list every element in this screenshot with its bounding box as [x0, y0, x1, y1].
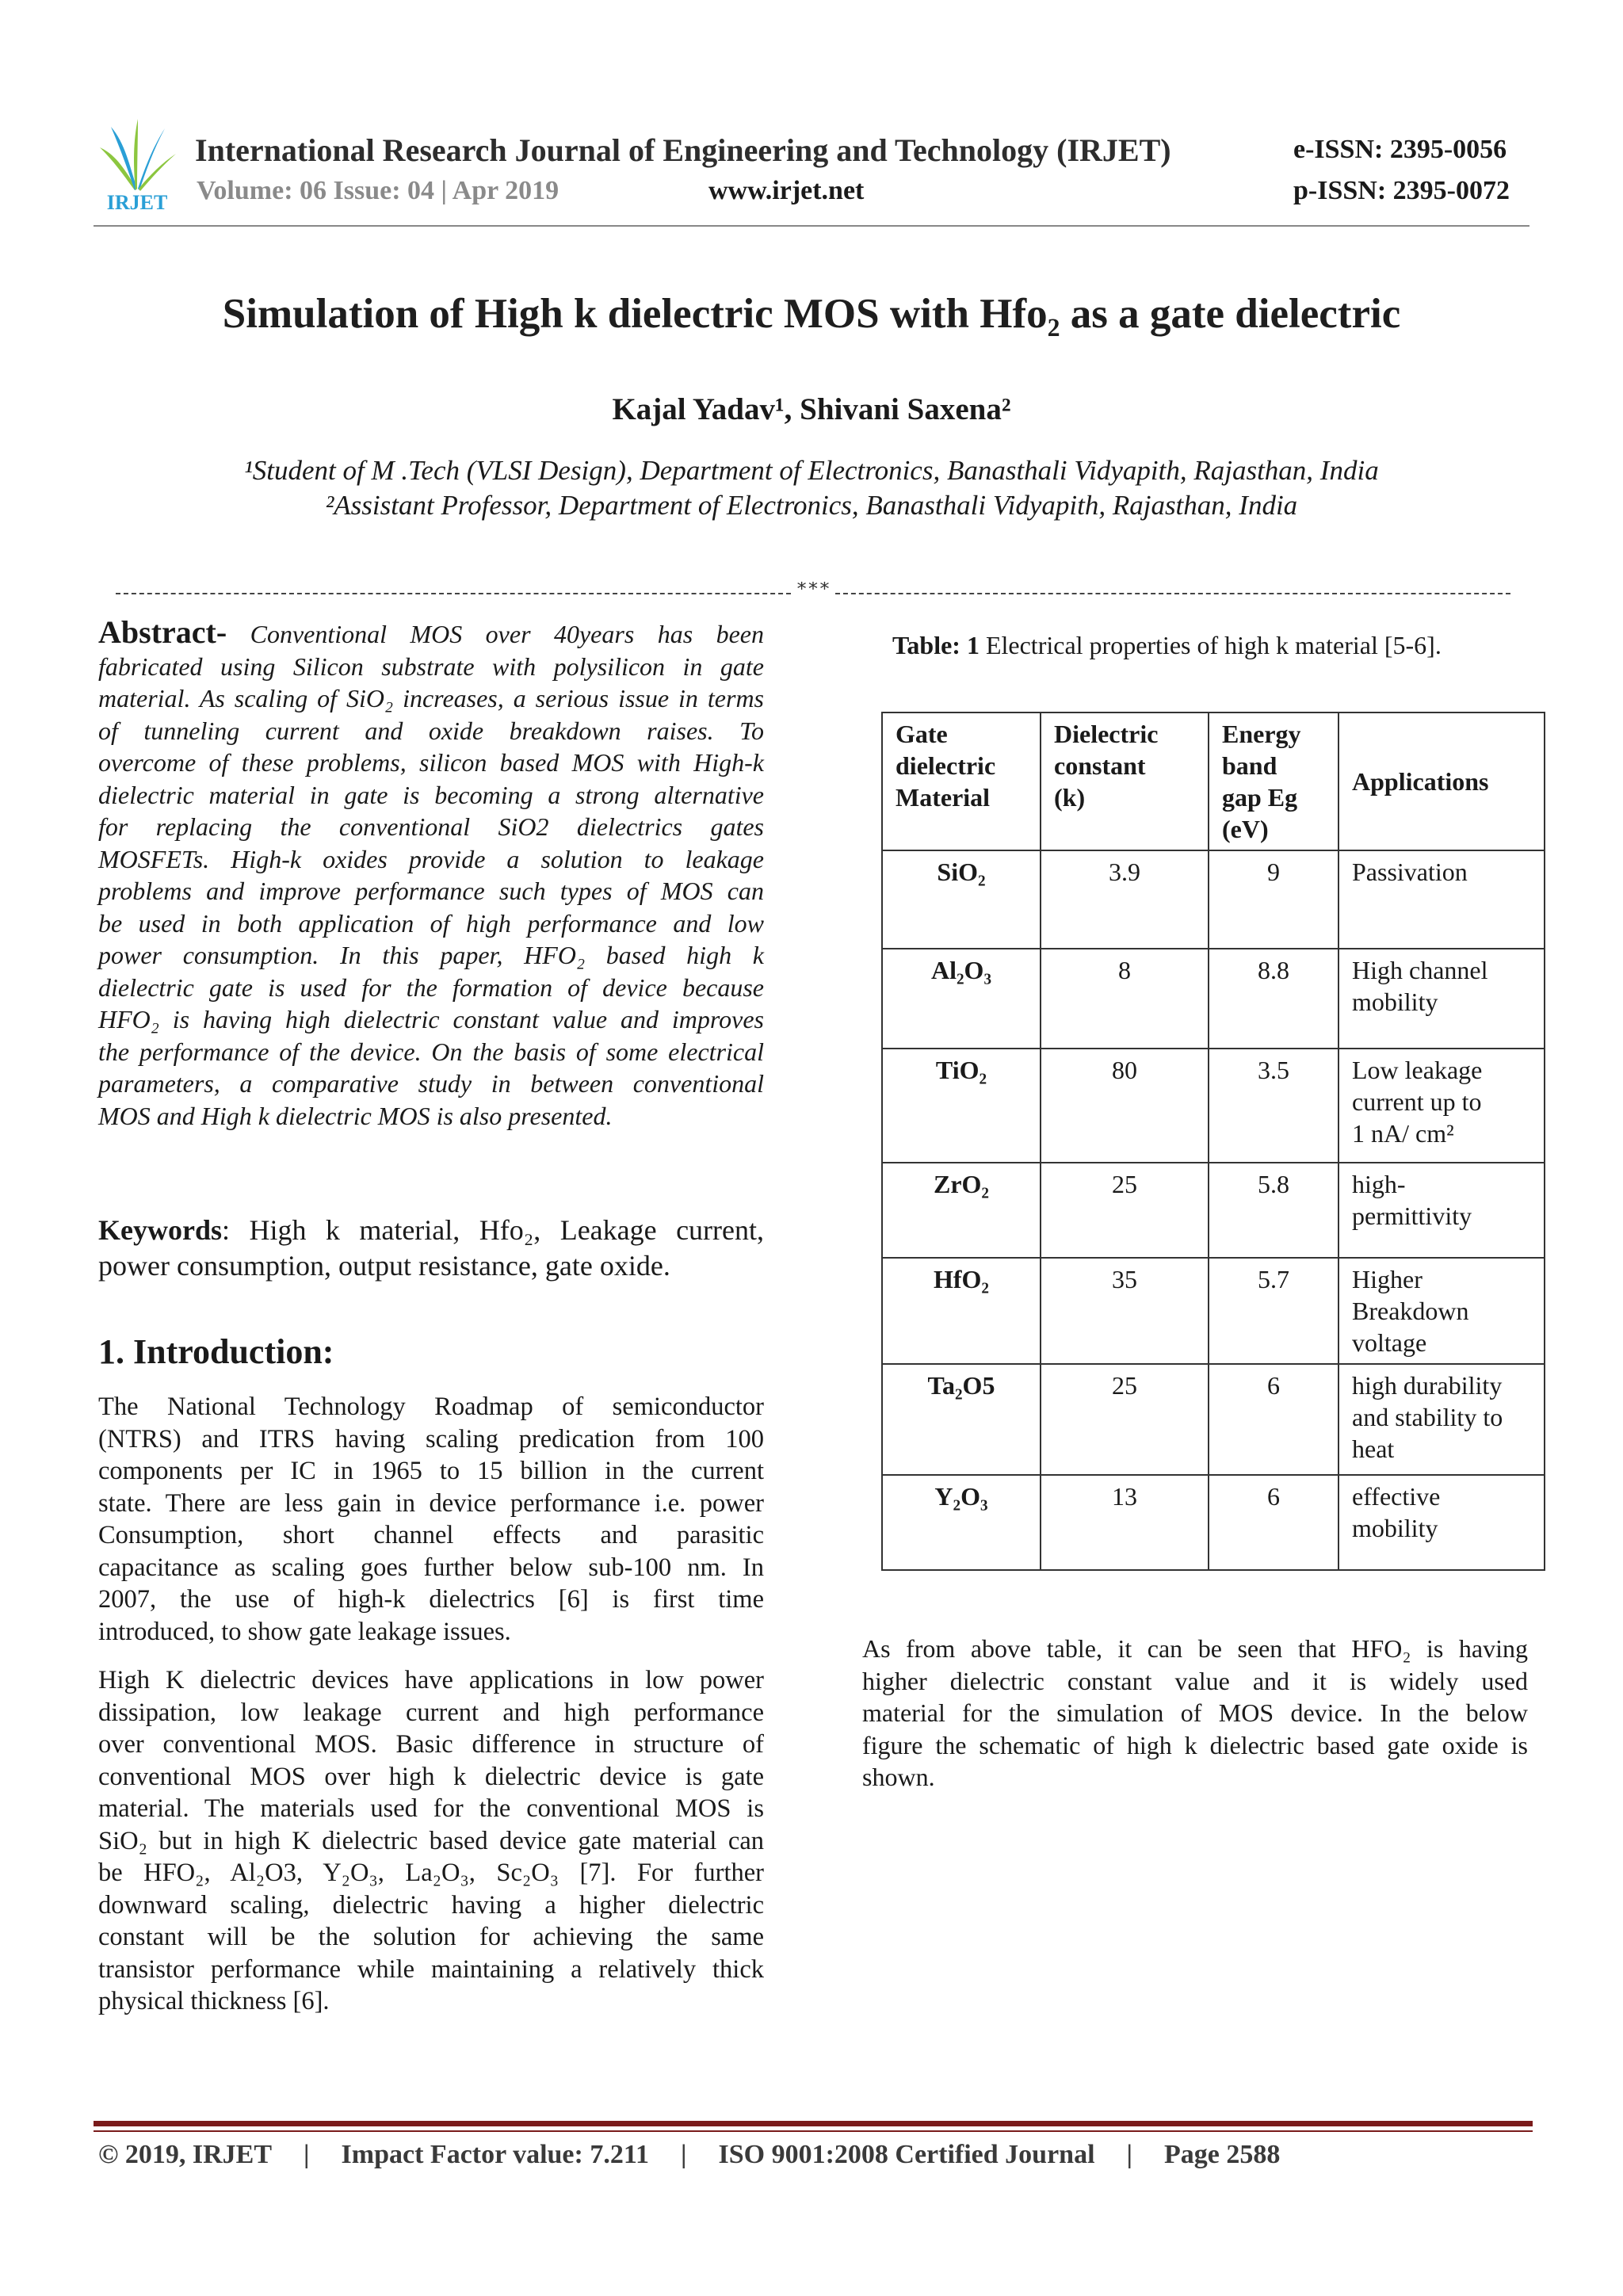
- table-header-cell: Dielectric constant (k): [1041, 712, 1209, 850]
- abstract-line: dielectric material in gate is becoming a strong alternative: [98, 780, 764, 809]
- intro-line: components per IC in 1965 to 15 billion in the current: [98, 1457, 764, 1485]
- intro-line: capacitance as scaling goes further below sub-100 nm. In: [98, 1553, 764, 1582]
- table-cell-application: high- permittivity: [1338, 1163, 1545, 1258]
- abstract-label: Abstract-: [98, 614, 227, 650]
- intro-line: be HFO₂, Al₂O3, Y₂O₃, La₂O₃, Sc₂O₃ [7]. For further: [98, 1859, 764, 1887]
- table-cell-dielectric-constant: 13: [1041, 1475, 1209, 1570]
- properties-table: [881, 712, 1545, 1571]
- journal-website[interactable]: www.irjet.net: [708, 176, 865, 205]
- eissn: e-ISSN: 2395-0056: [1293, 135, 1507, 164]
- table-row: [882, 1475, 1545, 1570]
- volume-issue: Volume: 06 Issue: 04 | Apr 2019: [197, 176, 559, 205]
- table-cell-application: high durability and stability to heat: [1338, 1364, 1545, 1475]
- table-cell-application: High channel mobility: [1338, 949, 1545, 1049]
- abstract-line: be used in both application of high performance and low: [98, 908, 764, 938]
- table-cell-material: TiO₂: [882, 1049, 1041, 1163]
- abstract-line: for replacing the conventional SiO2 dielectrics gates: [98, 812, 764, 841]
- footer-impact-factor: Impact Factor value: 7.211: [341, 2140, 649, 2169]
- footer: © 2019, IRJET | Impact Factor value: 7.211 | ISO 9001:2008 Certified Journal | Page 2588: [98, 2140, 1281, 2169]
- abstract-line: problems and improve performance such types of MOS can: [98, 877, 764, 905]
- footer-rule: [94, 2121, 1533, 2126]
- table-row: [882, 850, 1545, 949]
- table-cell-band-gap: 9: [1209, 850, 1338, 949]
- discussion-line: higher dielectric constant value and it is widely used: [862, 1666, 1528, 1695]
- abstract-line: HFO₂ is having high dielectric constant value and improves: [98, 1005, 764, 1033]
- table-cell-material: Ta₂O5: [882, 1364, 1041, 1475]
- table-cell-material: Y₂O₃: [882, 1475, 1041, 1570]
- affiliation-2: ²Assistant Professor, Department of Electronics, Banasthali Vidyapith, Rajasthan, India: [325, 490, 1298, 521]
- footer-rule-thin: [94, 2130, 1533, 2132]
- abstract: [98, 614, 765, 1132]
- table-cell-dielectric-constant: 35: [1041, 1258, 1209, 1364]
- section-separator: ***: [116, 582, 1510, 606]
- table-cell-material: HfO₂: [882, 1258, 1041, 1364]
- leaf-icon: [100, 119, 176, 191]
- intro-line: introduced, to show gate leakage issues.: [98, 1617, 511, 1646]
- intro-line: The National Technology Roadmap of semiconductor: [98, 1392, 764, 1421]
- intro-line: over conventional MOS. Basic difference in structure of: [98, 1730, 764, 1759]
- table-cell-band-gap: 3.5: [1209, 1049, 1338, 1163]
- intro-line: (NTRS) and ITRS having scaling predication from 100: [98, 1424, 764, 1454]
- abstract-line: fabricated using Silicon substrate with polysilicon in gate: [98, 651, 764, 681]
- abstract-line: of tunneling current and oxide breakdown raises. To: [98, 716, 764, 745]
- abstract-line: parameters, a comparative study in between conventional: [98, 1069, 764, 1098]
- table-cell-application: Passivation: [1338, 850, 1545, 949]
- affiliation-1: ¹Student of M .Tech (VLSI Design), Department of Electronics, Banasthali Vidyapith, Rajasthan, India: [244, 455, 1379, 486]
- table-caption: Table: 1 Electrical properties of high k material [5-6].: [892, 631, 1442, 659]
- intro-line: Consumption, short channel effects and parasitic: [98, 1521, 764, 1549]
- footer-copyright: © 2019, IRJET: [98, 2140, 273, 2169]
- table-cell-material: SiO₂: [882, 850, 1041, 949]
- abstract-line: power consumption. In this paper, HFO₂ based high k: [98, 941, 764, 969]
- intro-line: constant will be the solution for achieving the same: [98, 1923, 764, 1951]
- abstract-line: dielectric gate is used for the formation of device because: [98, 972, 764, 1002]
- footer-iso: ISO 9001:2008 Certified Journal: [718, 2140, 1095, 2169]
- abstract-line: overcome of these problems, silicon based MOS with High-k: [98, 748, 764, 777]
- footer-page-number: Page 2588: [1164, 2140, 1281, 2169]
- intro-line: state. There are less gain in device performance i.e. power: [98, 1488, 764, 1518]
- intro-line: transistor performance while maintaining a relatively thick: [98, 1954, 764, 1984]
- abstract-body: [98, 651, 764, 1133]
- table-cell-band-gap: 8.8: [1209, 949, 1338, 1049]
- intro-line: conventional MOS over high k dielectric device is gate: [98, 1762, 764, 1791]
- discussion-line: shown.: [862, 1763, 935, 1791]
- table-cell-application: Low leakage current up to 1 nA/ cm²: [1338, 1049, 1545, 1163]
- intro-line: SiO₂ but in high K dielectric based device gate material can: [98, 1826, 764, 1855]
- intro-line: 2007, the use of high-k dielectrics [6] is first time: [98, 1585, 764, 1614]
- logo-text: IRJET: [106, 191, 168, 212]
- table-cell-dielectric-constant: 3.9: [1041, 850, 1209, 949]
- table-row: [882, 1163, 1545, 1258]
- keywords-label: Keywords: [98, 1214, 222, 1246]
- table-header-cell: Energy band gap Eg (eV): [1209, 712, 1338, 850]
- discussion-line: As from above table, it can be seen that HFO₂ is having: [862, 1634, 1528, 1663]
- table-cell-dielectric-constant: 25: [1041, 1163, 1209, 1258]
- intro-line: dissipation, low leakage current and high performance: [98, 1698, 764, 1727]
- abstract-line: the performance of the device. On the basis of some electrical: [98, 1037, 764, 1066]
- intro-paragraph-1: [98, 1391, 764, 1648]
- authors: Kajal Yadav¹, Shivani Saxena²: [612, 392, 1011, 426]
- table-discussion: [862, 1633, 1528, 1794]
- intro-line: High K dielectric devices have applications in low power: [98, 1666, 764, 1694]
- table-cell-material: Al₂O₃: [882, 949, 1041, 1049]
- journal-title: International Research Journal of Engineering and Technology (IRJET): [195, 132, 1171, 168]
- table-row: [882, 1364, 1545, 1475]
- paper-title: Simulation of High k dielectric MOS with Hfo₂ as a gate dielectric: [222, 291, 1401, 337]
- table-cell-band-gap: 6: [1209, 1475, 1338, 1570]
- table-row: [882, 1049, 1545, 1163]
- discussion-line: material for the simulation of MOS device. In the below: [862, 1698, 1528, 1727]
- intro-line: physical thickness [6].: [98, 1987, 330, 2015]
- table-header-row: [882, 712, 1545, 850]
- table-cell-band-gap: 5.7: [1209, 1258, 1338, 1364]
- abstract-line: MOS and High k dielectric MOS is also presented.: [98, 1101, 613, 1130]
- table-cell-application: Higher Breakdown voltage: [1338, 1258, 1545, 1364]
- intro-line: material. The materials used for the conventional MOS is: [98, 1794, 764, 1823]
- header-divider: [94, 225, 1529, 227]
- intro-heading: 1. Introduction:: [98, 1332, 334, 1371]
- pissn: p-ISSN: 2395-0072: [1293, 176, 1510, 205]
- table-cell-band-gap: 5.8: [1209, 1163, 1338, 1258]
- table-header-cell: Gate dielectric Material: [882, 712, 1041, 850]
- irjet-logo: [94, 116, 181, 212]
- table-cell-band-gap: 6: [1209, 1364, 1338, 1475]
- intro-line: downward scaling, dielectric having a higher dielectric: [98, 1890, 764, 1920]
- table-cell-application: effective mobility: [1338, 1475, 1545, 1570]
- table-header-cell: Applications: [1338, 712, 1545, 850]
- abstract-line: material. As scaling of SiO₂ increases, a serious issue in terms: [98, 684, 764, 712]
- table-cell-dielectric-constant: 25: [1041, 1364, 1209, 1475]
- abstract-line: MOSFETs. High-k oxides provide a solution to leakage: [98, 844, 764, 873]
- discussion-line: figure the schematic of high k dielectric based gate oxide is: [862, 1730, 1528, 1759]
- table-row: [882, 949, 1545, 1049]
- table-cell-dielectric-constant: 8: [1041, 949, 1209, 1049]
- table-cell-dielectric-constant: 80: [1041, 1049, 1209, 1163]
- intro-paragraph-2: [98, 1664, 764, 2018]
- table-row: [882, 1258, 1545, 1364]
- abstract-line-first: Abstract- Conventional MOS over 40years has been: [98, 614, 765, 650]
- table-cell-material: ZrO₂: [882, 1163, 1041, 1258]
- keywords: Keywords: High k material, Hfo₂, Leakage current, power consumption, output resistance, gate oxide.: [98, 1214, 764, 1282]
